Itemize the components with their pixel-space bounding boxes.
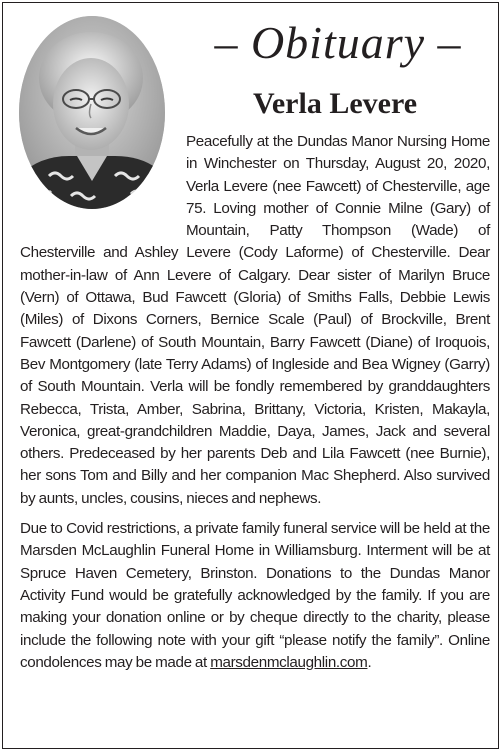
deceased-name: Verla Levere	[252, 87, 418, 120]
obituary-notice	[2, 2, 499, 749]
link-suffix: .	[367, 653, 372, 671]
paragraph-2-text: Due to Covid restrictions, a private family funeral service will be held at the Marsden McLaughlin Funeral Home in Williamsburg. Interment will be at Spruce Haven Cemetery, Brinston. Donations to the Dundas Manor Activity Fund would be gratefully acknowledged by the family. If you are making your donation online or by cheque directly to the charity, please include the following note with your gift “please notify the family”. Online condolences may be made at	[20, 520, 490, 671]
obituary-heading: – Obituary –	[214, 17, 462, 68]
condolences-link[interactable]: marsdenmclaughlin.com	[210, 653, 368, 671]
obituary-body	[20, 131, 490, 674]
obituary-paragraph-2	[20, 518, 490, 674]
portrait-wrap-space	[20, 131, 184, 221]
obituary-paragraph-1: Peacefully at the Dundas Manor Nursing Home in Winchester on Thursday, August 20, 2020, Verla Levere (nee Fawcett) of Chesterville, age 75. Loving mother of Connie Milne (Gary) of Mountain, Patty Thompson (Wade) of Chesterville and Ashley Levere (Cody Laforme) of Chesterville. Dear mother-in-law of Ann Levere of Calgary. Dear sister of Marilyn Bruce (Vern) of Ottawa, Bud Fawcett (Gloria) of Smiths Falls, Debbie Lewis (Miles) of Dixons Corners, Bernice Scale (Paul) of Brockville, Brent Fawcett (Darlene) of South Mountain, Barry Fawcett (Diane) of Iroquois, Bev Montgomery (late Terry Adams) of Ingleside and Bea Wigney (Garry) of South Mountain. Verla will be fondly remembered by granddaughters Rebecca, Trista, Amber, Sabrina, Brittany, Victoria, Kristen, Makayla, Veronica, great-grandchildren Maddie, Daya, James, Jack and several others. Predeceased by her parents Deb and Lila Fawcett (nee Burnie), her sons Tom and Billy and her companion Mac Shepherd. Also survived by aunts, uncles, cousins, nieces and nephews.	[20, 133, 490, 507]
